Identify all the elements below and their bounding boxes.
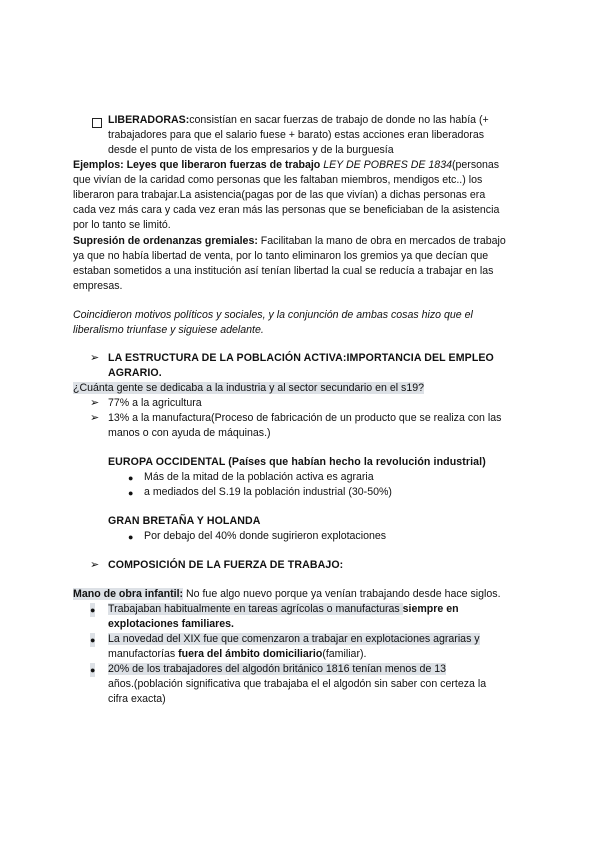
bullet-icon: ●: [128, 473, 134, 483]
infantil-bullet3-line1: 20% de los trabajadores del algodón británico 1816 tenían menos de 13: [108, 663, 447, 675]
checkbox-icon[interactable]: [92, 118, 102, 128]
ejemplos-line1: Ejemplos: Leyes que liberaron fuerzas de trabajo LEY DE POBRES DE 1834(personas: [73, 159, 500, 171]
infantil-bullet2-line1: La novedad del XIX fue que comenzaron a trabajar en explotaciones agrarias y: [108, 633, 480, 645]
gb-title: GRAN BRETAÑA Y HOLANDA: [108, 515, 261, 527]
bullet-icon: ●: [128, 532, 134, 542]
stat-manufacture-line1: 13% a la manufactura(Proceso de fabricación de un producto que se realiza con las: [108, 412, 502, 424]
supresion-line2: ya que no había libertad de venta, por lo tanto eliminaron los gremios ya que decían que: [73, 250, 489, 262]
infantil-label: Mano de obra infantil:: [73, 588, 184, 600]
gb-item: Por debajo del 40% donde sugirieron explotaciones: [144, 530, 387, 542]
supresion-line4: empresas.: [73, 280, 123, 292]
section1-heading-line2: AGRARIO.: [108, 367, 162, 379]
infantil-bullet2-line2: manufactorías fuera del ámbito domiciliario(familiar).: [108, 648, 367, 660]
infantil-bullet3-line3: cifra exacta): [108, 693, 166, 705]
arrow-icon: ➢: [90, 352, 100, 364]
ejemplos-line5: por lo tanto se limitó.: [73, 219, 171, 231]
arrow-icon: ➢: [90, 412, 100, 424]
arrow-icon: ➢: [90, 397, 100, 409]
stat-manufacture-line2: manos o con ayuda de máquinas.): [108, 427, 271, 439]
liberadoras-line2: trabajadores para que el salario fuese + barato) estas acciones eran liberadoras: [108, 129, 485, 141]
question-line: ¿Cuánta gente se dedicaba a la industria y al sector secundario en el s19?: [73, 382, 424, 394]
europa-item: Más de la mitad de la población activa es agraria: [144, 471, 374, 483]
supresion-line3: estaban sometidos a una institución así tenían libertad la cual se reducía a trabajar en las: [73, 265, 494, 277]
infantil-bullet1-line2: explotaciones familiares.: [108, 618, 235, 630]
ejemplos-line2: que vivían de la caridad como personas que les faltaban miembros, mendigos etc..) los: [73, 174, 483, 186]
note-line1: Coincidieron motivos políticos y sociales, y la conjunción de ambas cosas hizo que el: [73, 309, 473, 321]
bullet-icon: ●: [128, 488, 134, 498]
infantil-bullet3-line2: años.(población significativa que trabajaba el el algodón sin saber con certeza la: [108, 678, 487, 690]
europa-title: EUROPA OCCIDENTAL (Países que habían hecho la revolución industrial): [108, 456, 486, 468]
section1-heading-line1: LA ESTRUCTURA DE LA POBLACIÓN ACTIVA:IMPORTANCIA DEL EMPLEO: [108, 352, 494, 364]
bullet-icon: ●: [90, 663, 95, 677]
stat-agriculture: 77% a la agricultura: [108, 397, 202, 409]
ejemplos-law: LEY DE POBRES DE 1834: [323, 159, 452, 171]
arrow-icon: ➢: [90, 559, 100, 571]
supresion-line1: Supresión de ordenanzas gremiales: Facilitaban la mano de obra en mercados de trabajo: [73, 235, 506, 247]
infantil-bullet1-line1: Trabajaban habitualmente en tareas agrícolas o manufacturas siempre en: [108, 603, 459, 615]
ejemplos-label: Ejemplos: Leyes que liberaron fuerzas de trabajo: [73, 159, 321, 171]
ejemplos-line3: liberaron para trabajar.La asistencia(pagas por de las que vivían) a dichas personas era: [73, 189, 486, 201]
europa-item: a mediados del S.19 la población industrial (30-50%): [144, 486, 392, 498]
bullet-icon: ●: [90, 633, 95, 647]
bullet-icon: ●: [90, 603, 95, 617]
section2-heading: COMPOSICIÓN DE LA FUERZA DE TRABAJO:: [108, 559, 344, 571]
supresion-label: Supresión de ordenanzas gremiales:: [73, 235, 258, 247]
infantil-line: Mano de obra infantil: No fue algo nuevo porque ya venían trabajando desde hace siglos.: [73, 588, 501, 600]
liberadoras-line3: desde el punto de vista de los empresarios y de la burguesía: [108, 144, 394, 156]
ejemplos-line4: cada vez más cara y cada vez eran más las personas que se beneficiaban de la asistencia: [73, 204, 500, 216]
note-line2: liberalismo triunfase y siguiese adelante.: [73, 324, 264, 336]
liberadoras-line1: LIBERADORAS:consistían en sacar fuerzas de trabajo de donde no las había (+: [108, 114, 489, 126]
liberadoras-label: LIBERADORAS:: [108, 114, 190, 126]
